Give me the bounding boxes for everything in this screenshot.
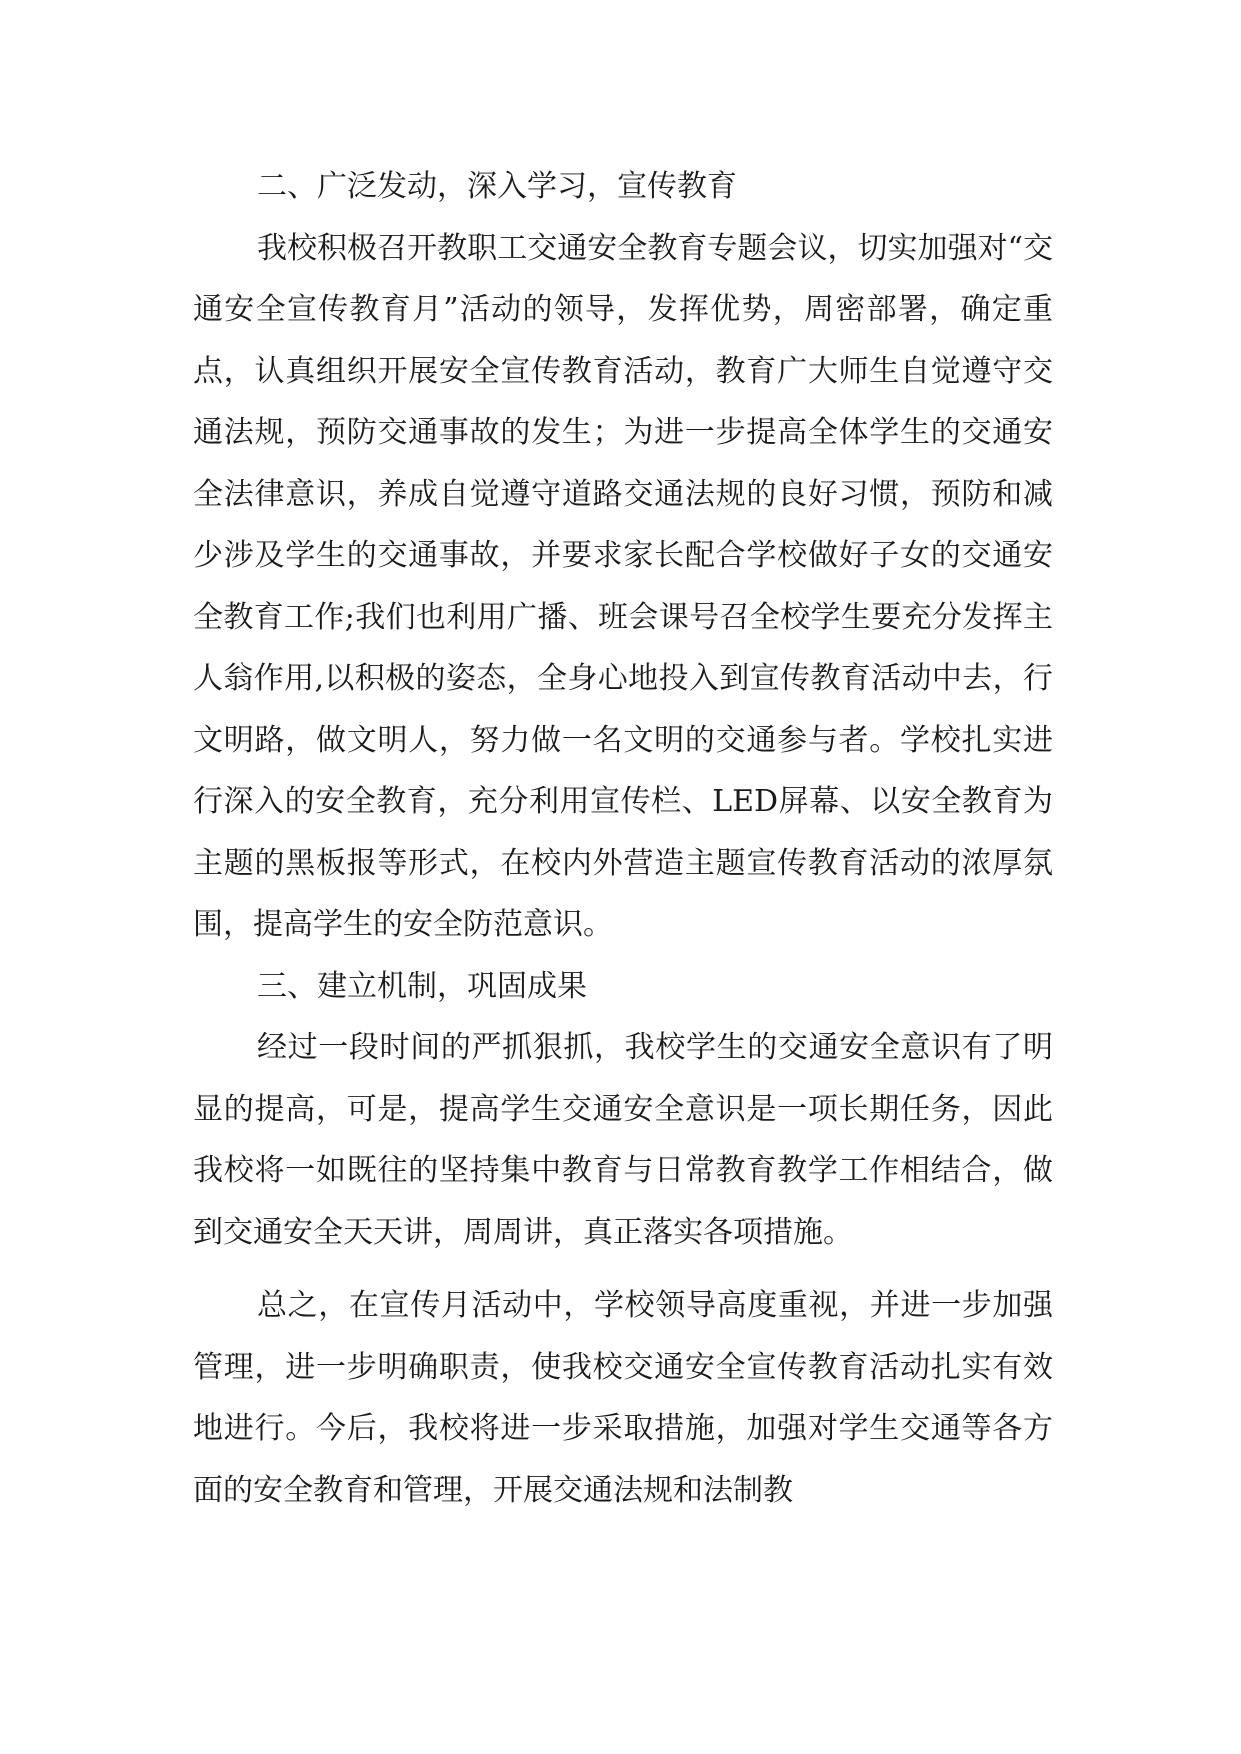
section-heading-two: 二、广泛发动，深入学习，宣传教育	[257, 169, 737, 204]
document-body	[193, 156, 1053, 1521]
section-heading-three: 三、建立机制，巩固成果	[257, 968, 587, 1004]
body-paragraph: 我校积极召开教职工交通安全教育专题会议，切实加强对“交通安全宣传教育月”活动的领导，发挥优势，周密部署，确定重点，认真组织开展安全宣传教育活动，教育广大师生自觉遵守交通法规，预防交通事故的发生；为进一步提高全体学生的交通安全法律意识，养成自觉遵守道路交通法规的良好习惯，预防和减少涉及学生的交通事故，并要求家长配合学校做好子女的交通安全教育工作;我们也利用广播、班会课号召全校学生要充分发挥主人翁作用,以积极的姿态，全身心地投入到宣传教育活动中去，行文明路，做文明人，努力做一名文明的交通参与者。学校扎实进行深入的安全教育，充分利用宣传栏、LED屏幕、以安全教育为主题的黑板报等形式，在校内外营造主题宣传教育活动的浓厚氛围，提高学生的安全防范意识。	[193, 230, 1053, 942]
summary-paragraph: 总之，在宣传月活动中，学校领导高度重视，并进一步加强管理，进一步明确职责，使我校交通安全宣传教育活动扎实有效地进行。今后，我校将进一步采取措施，加强对学生交通等各方面的安全教育和管理，开展交通法规和法制教	[193, 1288, 1053, 1508]
body-paragraph: 经过一段时间的严抓狠抓，我校学生的交通安全意识有了明显的提高，可是，提高学生交通安全意识是一项长期任务，因此我校将一如既往的坚持集中教育与日常教育教学工作相结合，做到交通安全天天讲，周周讲，真正落实各项措施。	[193, 1030, 1053, 1250]
